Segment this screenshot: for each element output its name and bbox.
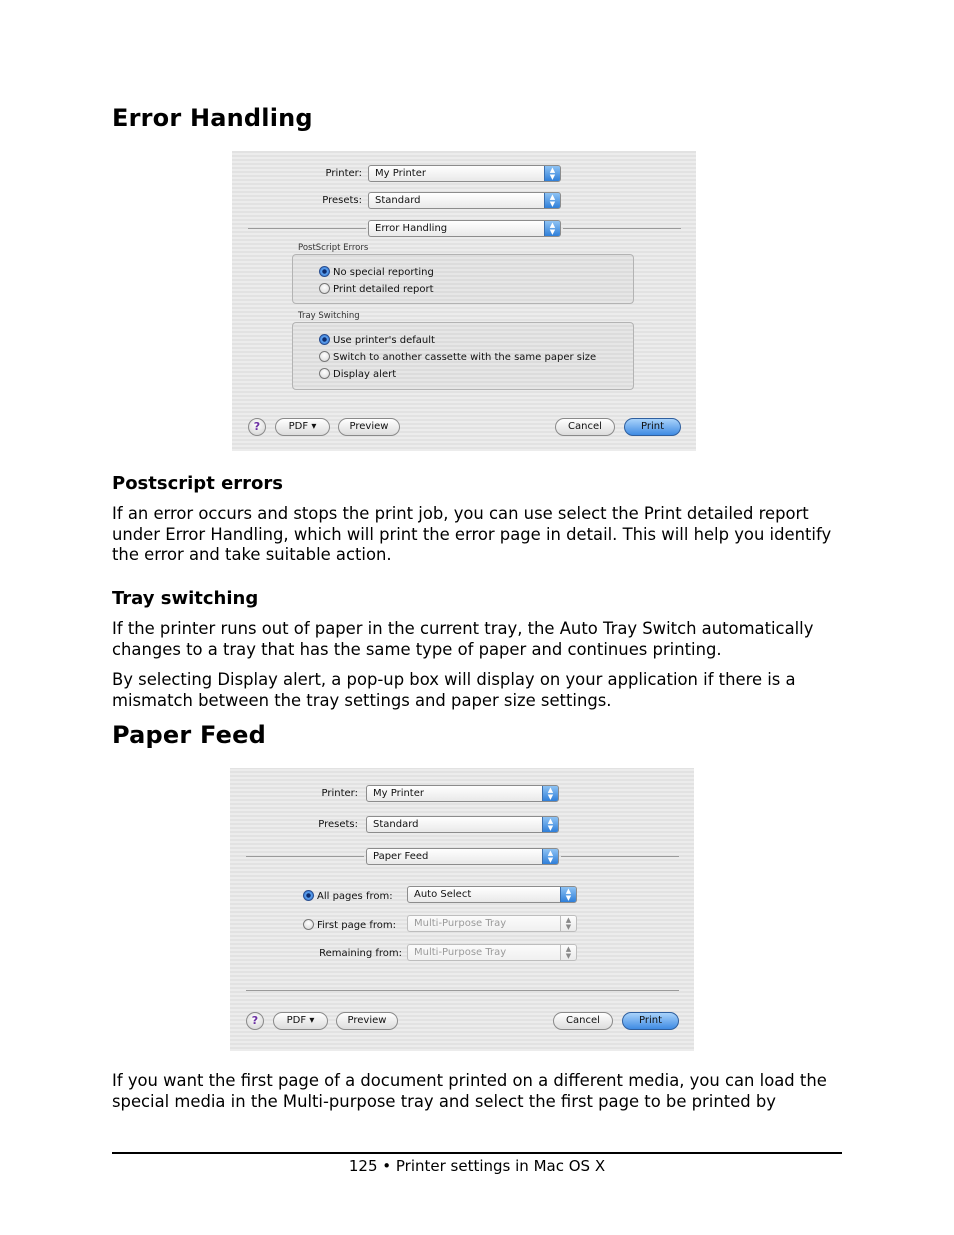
all-pages-popup[interactable]: Auto Select ▲ ▼ bbox=[407, 886, 577, 903]
popup-arrows-icon: ▲ ▼ bbox=[542, 785, 559, 802]
postscript-group-title: PostScript Errors bbox=[298, 243, 369, 253]
heading-tray-switching: Tray switching bbox=[112, 588, 259, 609]
divider bbox=[248, 228, 366, 229]
radio-selected-icon bbox=[303, 890, 314, 901]
radio-selected-icon bbox=[319, 334, 330, 345]
tray-switching-group-title: Tray Switching bbox=[298, 311, 360, 321]
preview-button[interactable]: Preview bbox=[336, 1012, 398, 1030]
radio-print-detailed-report[interactable]: Print detailed report bbox=[319, 283, 434, 296]
popup-arrows-icon: ▲ ▼ bbox=[542, 848, 559, 865]
popup-arrows-icon: ▲ ▼ bbox=[560, 944, 577, 961]
radio-first-page-from[interactable]: First page from: bbox=[303, 919, 396, 932]
panel-popup[interactable]: Paper Feed ▲ ▼ bbox=[366, 848, 559, 865]
heading-paper-feed: Paper Feed bbox=[112, 721, 266, 749]
pdf-button[interactable]: PDF ▾ bbox=[275, 418, 330, 436]
radio-switch-cassette[interactable]: Switch to another cassette with the same paper size bbox=[319, 351, 596, 364]
radio-unselected-icon bbox=[303, 919, 314, 930]
popup-arrows-icon: ▲ ▼ bbox=[544, 220, 561, 237]
remaining-from-label: Remaining from: bbox=[319, 948, 402, 959]
divider bbox=[246, 856, 364, 857]
heading-error-handling: Error Handling bbox=[112, 104, 313, 132]
remaining-popup[interactable]: Multi-Purpose Tray ▲ ▼ bbox=[407, 944, 577, 961]
pdf-button[interactable]: PDF ▾ bbox=[273, 1012, 328, 1030]
radio-no-special-reporting[interactable]: No special reporting bbox=[319, 266, 434, 279]
radio-unselected-icon bbox=[319, 351, 330, 362]
page-footer: 125 • Printer settings in Mac OS X bbox=[348, 1157, 606, 1175]
printer-popup[interactable]: My Printer ▲ ▼ bbox=[366, 785, 559, 802]
presets-label: Presets: bbox=[318, 819, 358, 830]
cancel-button[interactable]: Cancel bbox=[555, 418, 615, 436]
footer-divider bbox=[112, 1152, 842, 1154]
postscript-group bbox=[292, 254, 634, 304]
tray-paragraph-1: If the printer runs out of paper in the current tray, the Auto Tray Switch automatically changes to a tray that has the same type of paper and continues printing. bbox=[112, 619, 814, 659]
divider bbox=[563, 228, 681, 229]
printer-label: Printer: bbox=[325, 168, 362, 179]
popup-arrows-icon: ▲ ▼ bbox=[542, 816, 559, 833]
panel-popup[interactable]: Error Handling ▲ ▼ bbox=[368, 220, 561, 237]
paper-feed-dialog bbox=[230, 768, 694, 1051]
radio-display-alert[interactable]: Display alert bbox=[319, 368, 396, 381]
divider bbox=[246, 990, 679, 991]
divider bbox=[561, 856, 679, 857]
preview-button[interactable]: Preview bbox=[338, 418, 400, 436]
popup-arrows-icon: ▲ ▼ bbox=[544, 192, 561, 209]
presets-popup[interactable]: Standard ▲ ▼ bbox=[368, 192, 561, 209]
error-handling-dialog bbox=[232, 151, 696, 451]
help-button[interactable]: ? bbox=[248, 418, 266, 436]
paper-feed-paragraph: If you want the first page of a document printed on a different media, you can load the special media in the Multi-purpose tray and select the first page to be printed by bbox=[112, 1071, 827, 1111]
presets-popup[interactable]: Standard ▲ ▼ bbox=[366, 816, 559, 833]
help-button[interactable]: ? bbox=[246, 1012, 264, 1030]
printer-popup[interactable]: My Printer ▲ ▼ bbox=[368, 165, 561, 182]
radio-use-printers-default[interactable]: Use printer's default bbox=[319, 334, 435, 347]
radio-unselected-icon bbox=[319, 283, 330, 294]
postscript-paragraph: If an error occurs and stops the print job, you can use select the Print detailed report under Error Handling, which will print the error page in detail. This will help you identify the error and take suitable action. bbox=[112, 504, 832, 564]
radio-unselected-icon bbox=[319, 368, 330, 379]
print-button[interactable]: Print bbox=[624, 418, 681, 436]
printer-label: Printer: bbox=[321, 788, 358, 799]
tray-paragraph-2: By selecting Display alert, a pop-up box will display on your application if there is a mismatch between the tray settings and paper size settings. bbox=[112, 670, 796, 710]
print-button[interactable]: Print bbox=[622, 1012, 679, 1030]
first-page-popup[interactable]: Multi-Purpose Tray ▲ ▼ bbox=[407, 915, 577, 932]
radio-selected-icon bbox=[319, 266, 330, 277]
presets-label: Presets: bbox=[322, 195, 362, 206]
popup-arrows-icon: ▲ ▼ bbox=[560, 886, 577, 903]
cancel-button[interactable]: Cancel bbox=[553, 1012, 613, 1030]
radio-all-pages-from[interactable]: All pages from: bbox=[303, 890, 393, 903]
popup-arrows-icon: ▲ ▼ bbox=[544, 165, 561, 182]
popup-arrows-icon: ▲ ▼ bbox=[560, 915, 577, 932]
heading-postscript-errors: Postscript errors bbox=[112, 473, 283, 494]
